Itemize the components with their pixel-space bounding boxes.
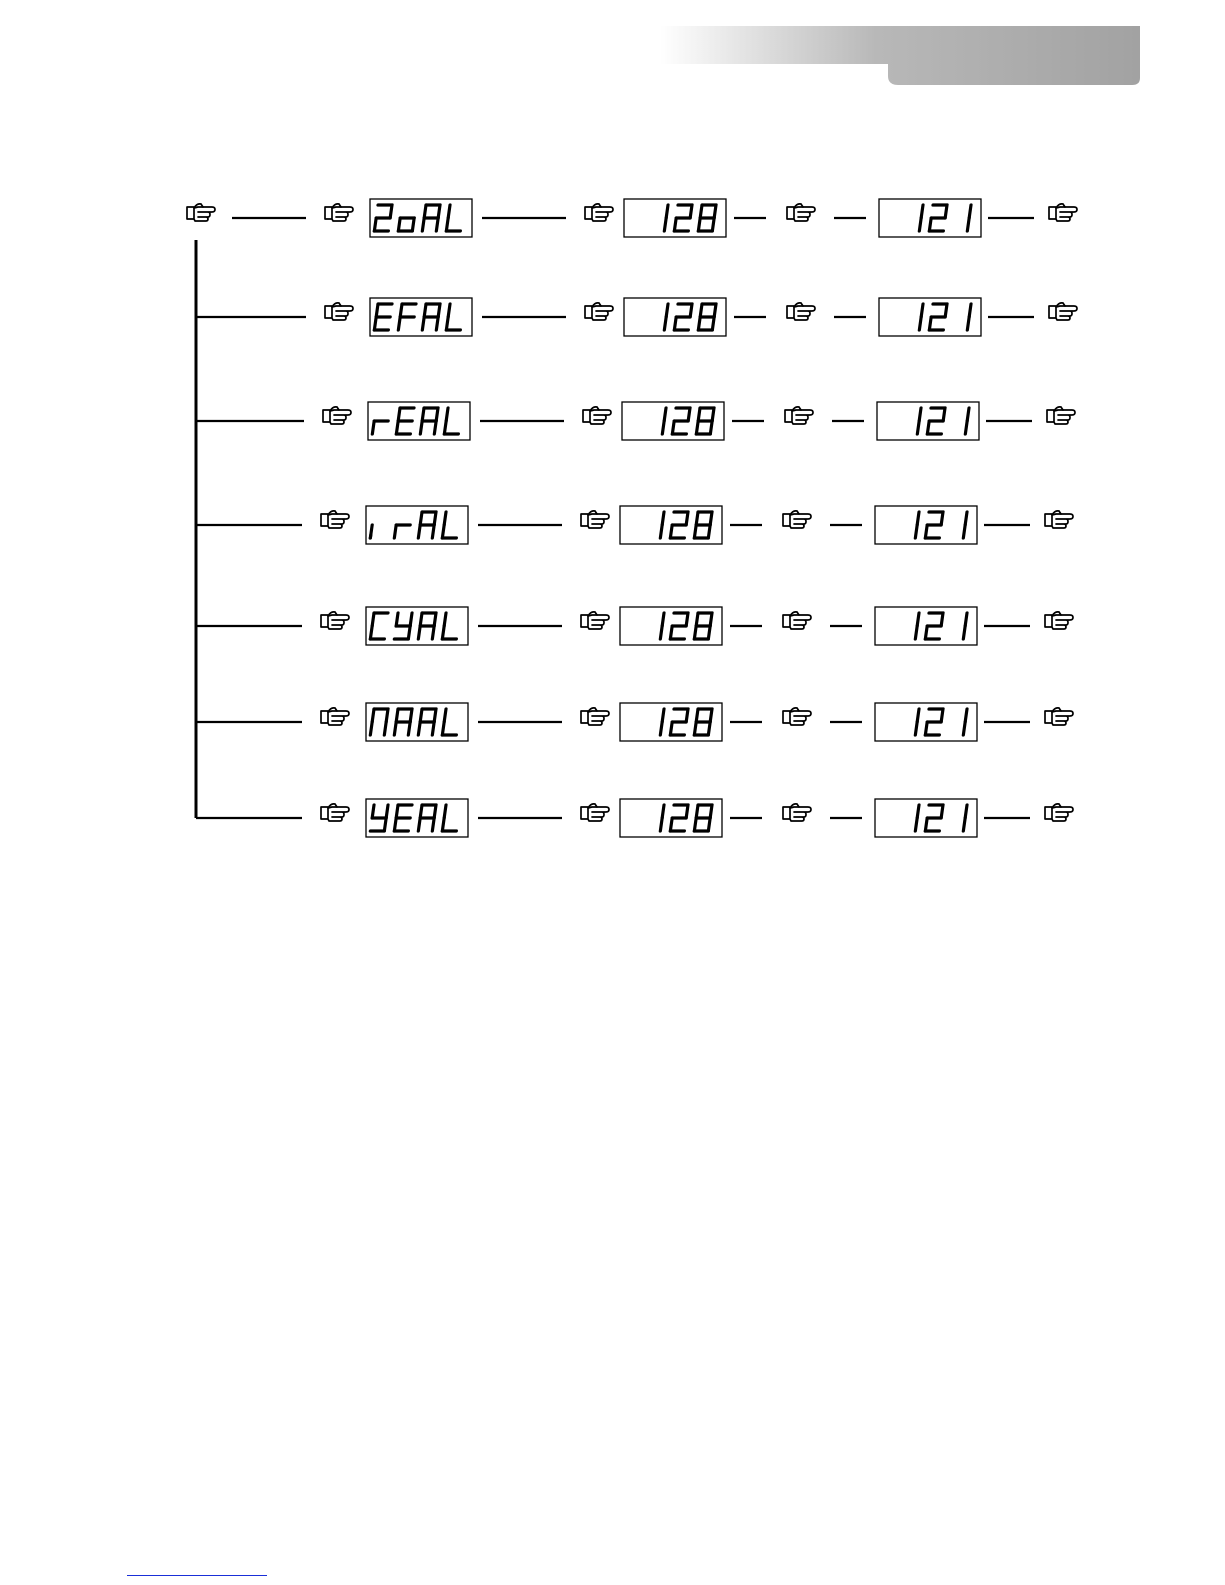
pointing-hand-icon bbox=[325, 204, 353, 221]
rows-layer bbox=[187, 199, 1077, 837]
pointing-hand-icon bbox=[581, 708, 609, 725]
footer-rule bbox=[127, 1575, 267, 1576]
pointing-hand-icon bbox=[783, 511, 811, 528]
value-b-display bbox=[879, 298, 981, 336]
pointing-hand-icon bbox=[783, 804, 811, 821]
value-a-display bbox=[622, 402, 724, 440]
menu-row bbox=[196, 298, 1077, 336]
pointing-hand-icon bbox=[785, 407, 813, 424]
value-a-display bbox=[620, 607, 722, 645]
pointing-hand-icon bbox=[1049, 204, 1077, 221]
pointing-hand-icon bbox=[585, 303, 613, 320]
pointing-hand-icon bbox=[1045, 804, 1073, 821]
pointing-hand-icon bbox=[581, 511, 609, 528]
value-a-display bbox=[620, 506, 722, 544]
value-b-display bbox=[879, 199, 981, 237]
value-b-display bbox=[875, 799, 977, 837]
pointing-hand-icon bbox=[321, 708, 349, 725]
start-pointing-hand-icon bbox=[187, 204, 215, 221]
code-display bbox=[366, 607, 468, 645]
value-b-display bbox=[877, 402, 979, 440]
code-display bbox=[370, 199, 472, 237]
pointing-hand-icon bbox=[1049, 303, 1077, 320]
value-a-display bbox=[620, 703, 722, 741]
pointing-hand-icon bbox=[585, 204, 613, 221]
pointing-hand-icon bbox=[783, 708, 811, 725]
code-display bbox=[368, 402, 470, 440]
pointing-hand-icon bbox=[1045, 511, 1073, 528]
pointing-hand-icon bbox=[787, 204, 815, 221]
pointing-hand-icon bbox=[581, 804, 609, 821]
code-display bbox=[366, 703, 468, 741]
pointing-hand-icon bbox=[321, 511, 349, 528]
pointing-hand-icon bbox=[321, 804, 349, 821]
menu-row bbox=[196, 703, 1073, 741]
pointing-hand-icon bbox=[1047, 407, 1075, 424]
pointing-hand-icon bbox=[321, 612, 349, 629]
value-b-display bbox=[875, 703, 977, 741]
code-display bbox=[366, 799, 468, 837]
pointing-hand-icon bbox=[1045, 708, 1073, 725]
value-a-display bbox=[624, 298, 726, 336]
pointing-hand-icon bbox=[787, 303, 815, 320]
menu-row bbox=[196, 402, 1075, 440]
menu-row bbox=[196, 799, 1073, 837]
value-b-display bbox=[875, 607, 977, 645]
value-a-display bbox=[624, 199, 726, 237]
menu-row bbox=[196, 607, 1073, 645]
pointing-hand-icon bbox=[325, 303, 353, 320]
value-a-display bbox=[620, 799, 722, 837]
pointing-hand-icon bbox=[583, 407, 611, 424]
pointing-hand-icon bbox=[1045, 612, 1073, 629]
pointing-hand-icon bbox=[323, 407, 351, 424]
code-display bbox=[370, 298, 472, 336]
code-display bbox=[366, 506, 468, 544]
pointing-hand-icon bbox=[581, 612, 609, 629]
pointing-hand-icon bbox=[783, 612, 811, 629]
value-b-display bbox=[875, 506, 977, 544]
menu-row bbox=[232, 199, 1077, 237]
menu-row bbox=[196, 506, 1073, 544]
